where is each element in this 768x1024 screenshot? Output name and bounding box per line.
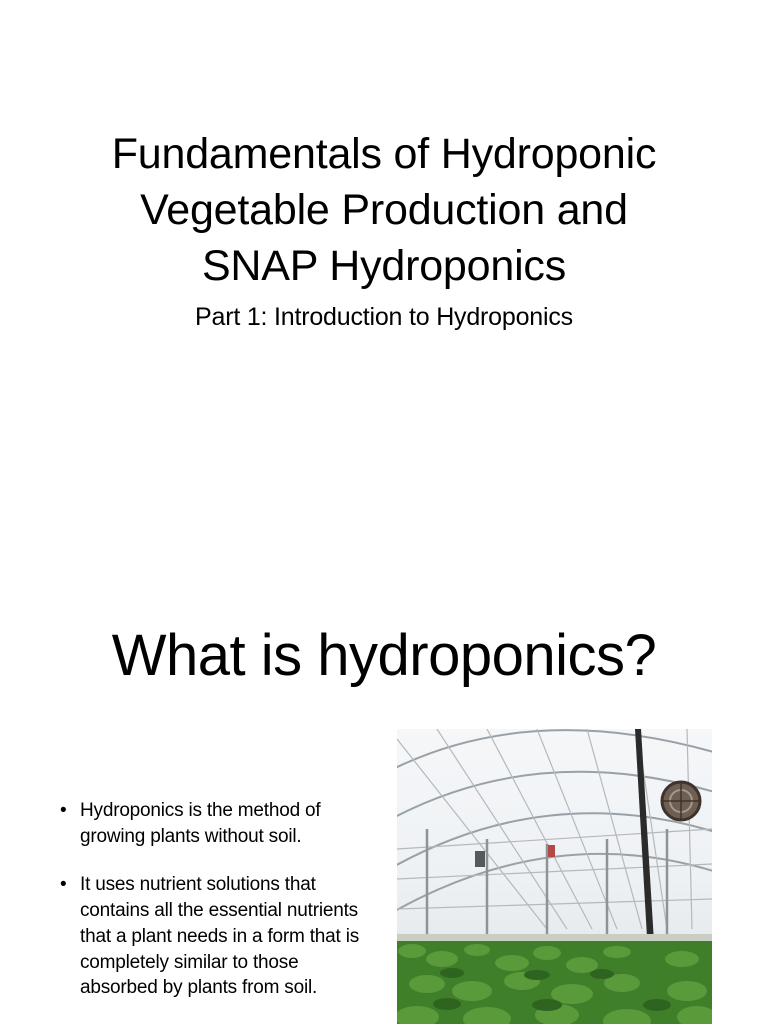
slide-subtitle: Part 1: Introduction to Hydroponics [195,303,573,331]
slide-title [40,126,728,294]
slide-title-line: SNAP Hydroponics [201,242,567,290]
support-posts [427,829,667,944]
slide-heading: What is hydroponics? [111,623,657,688]
bullet-text: Hydroponics is the method of growing plants without soil. [80,800,321,847]
greenhouse-illustration [397,729,712,1024]
content-slide [0,576,768,1024]
fan-icon [662,782,700,820]
bullet-marker: • [60,800,67,821]
bullet-item [58,798,378,849]
roof-rafters [397,729,712,929]
slide-title-line: Vegetable Production and [140,186,628,234]
bullet-text: It uses nutrient solutions that contains all the essential nutrients that a plant needs in a form that is completely similar to those absorbed by plants from soil. [80,874,360,999]
bullet-item [58,872,378,1001]
bullet-list [58,798,378,1024]
bullet-marker: • [60,874,67,896]
hanging-lamp [548,845,555,857]
slide-title-line: Fundamentals of Hydroponic [111,130,657,178]
greenhouse-photo [397,729,712,1024]
hanging-lamp [475,851,485,867]
